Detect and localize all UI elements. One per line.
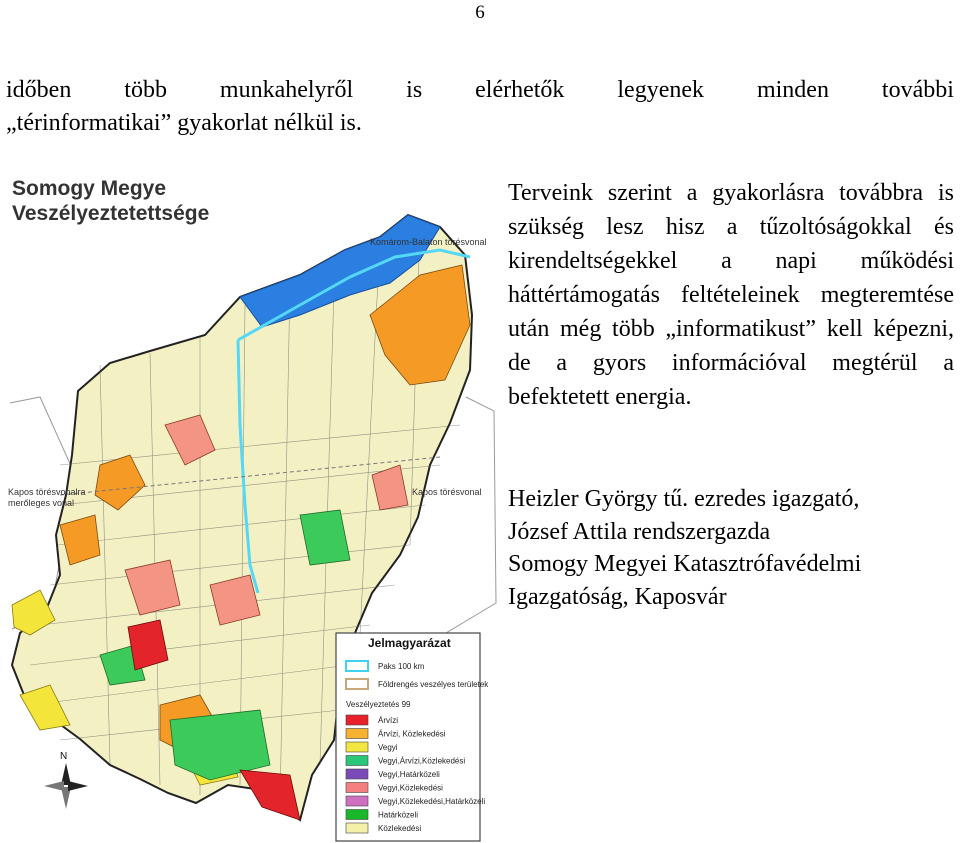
legend-swatch xyxy=(346,742,368,752)
map-title-line-1: Somogy Megye xyxy=(12,177,167,200)
intro-word: legyenek xyxy=(617,77,705,103)
intro-word: több xyxy=(124,77,167,103)
kapos-right-label: Kapos törésvonal xyxy=(412,487,482,497)
legend-swatch xyxy=(346,796,368,806)
signature-line-4: Igazgatóság, Kaposvár xyxy=(508,583,727,610)
legend-swatch xyxy=(346,769,368,779)
legend-title: Jelmagyarázat xyxy=(368,636,451,650)
legend-label: Vegyi,Árvízi,Közlekedési xyxy=(378,756,466,766)
legend xyxy=(336,633,489,841)
intro-word: időben xyxy=(6,77,72,103)
legend-label: Határközeli xyxy=(378,810,419,820)
map-title-line-2: Veszélyeztetettsége xyxy=(12,202,210,225)
legend-swatch xyxy=(346,810,368,820)
intro-line-2: „térinformatikai” gyakorlat nélkül is. xyxy=(6,110,362,136)
compass-n-label: N xyxy=(60,751,68,762)
intro-word: munkahelyről xyxy=(219,77,354,103)
kapos-left-label-1: Kapos törésvonalra xyxy=(8,487,86,497)
legend-label-earthquake: Földrengés veszélyes területek xyxy=(378,680,489,689)
kapos-left-label-2: merőleges vonal xyxy=(8,498,75,508)
intro-word: elérhetők xyxy=(475,77,565,103)
signature-block xyxy=(508,483,861,613)
legend-swatch xyxy=(346,715,368,725)
north-arrow xyxy=(44,751,88,809)
signature-line-2: József Attila rendszergazda xyxy=(508,518,771,545)
intro-word: további xyxy=(881,77,954,103)
legend-label: Közlekedési xyxy=(378,824,422,833)
intro-line-1 xyxy=(6,74,954,106)
page-number: 6 xyxy=(475,2,485,23)
komarom-fault-label: Komárom-Balaton törésvonal xyxy=(370,237,487,247)
compass-west-point xyxy=(44,781,64,791)
legend-label: Vegyi,Határközeli xyxy=(378,770,440,779)
legend-swatch xyxy=(346,823,368,833)
somogy-risk-map xyxy=(0,165,500,843)
signature-line-1: Heizler György tű. ezredes igazgató, xyxy=(508,486,860,512)
legend-label: Vegyi xyxy=(378,743,398,752)
legend-swatch xyxy=(346,756,368,766)
legend-label: Árvízi xyxy=(378,716,398,725)
signature-line-3: Somogy Megyei Katasztrófavédelmi xyxy=(508,551,862,577)
legend-label-paks: Paks 100 km xyxy=(378,662,425,671)
legend-swatch xyxy=(346,783,368,793)
intro-word: minden xyxy=(756,77,829,103)
legend-label: Vegyi,Közlekedési xyxy=(378,783,443,793)
main-paragraph: Terveink szerint a gyakorlásra továbbra is szükség lesz hisz a tűzoltóságokkal és kirendeltségekkel a napi működési háttértámogatás feltételeinek megteremtése után még több „informatikust” kell képezni, de a gyors információval megtérül a befektetett energia. xyxy=(508,180,954,410)
compass-east-point xyxy=(68,781,88,791)
legend-label: Vegyi,Közlekedési,Határközeli xyxy=(378,797,486,806)
legend-swatch xyxy=(346,729,368,739)
legend-subtitle: Veszélyeztetés 99 xyxy=(346,700,411,709)
intro-word: is xyxy=(406,77,423,103)
legend-label: Árvízi, Közlekedési xyxy=(378,729,446,739)
